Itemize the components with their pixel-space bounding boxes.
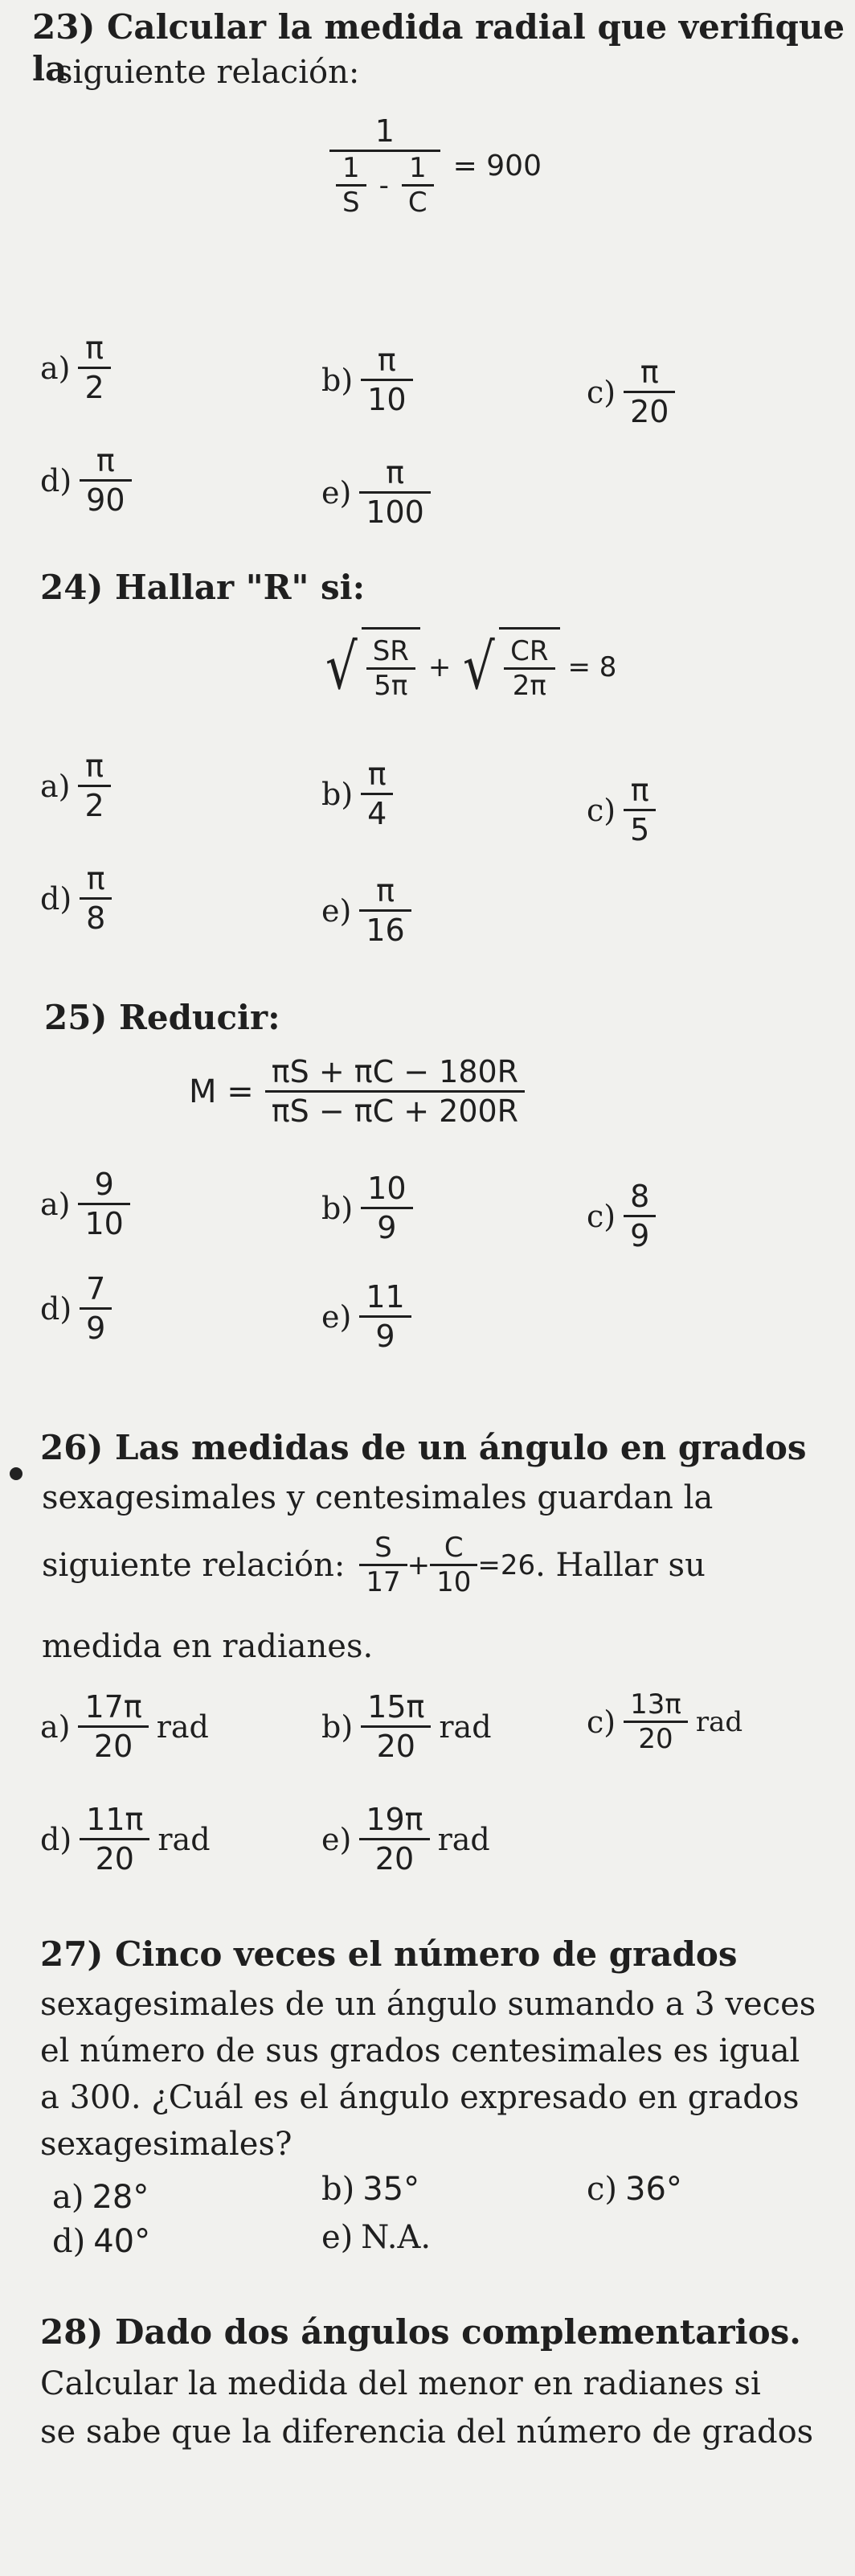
- q28-title: 28) Dado dos ángulos complementarios.: [40, 2312, 801, 2352]
- q26-option-c[interactable]: c) $\frac{13\pi}{20}$ rad: [587, 1688, 743, 1755]
- q25-equation: M = $\frac{\pi S + \pi C - 180R}{\pi S - \pi C + 200R}$: [189, 1053, 525, 1130]
- q24-option-d[interactable]: d) $\frac{\pi}{8}$: [40, 860, 112, 937]
- q23-title: 23) Calcular la medida radial que verifique la: [32, 7, 845, 88]
- q26-option-e[interactable]: e) $\frac{19\pi}{20}$ rad: [321, 1802, 490, 1877]
- q27-title: 27) Cinco veces el número de grados: [40, 1934, 738, 1974]
- q23-option-a[interactable]: a) $\frac{\pi}{2}$: [40, 330, 111, 406]
- q24-option-b[interactable]: b) $\frac{\pi}{4}$: [321, 756, 393, 832]
- q24-title: 24) Hallar "R" si:: [40, 568, 366, 607]
- q23-option-c[interactable]: c) $\frac{\pi}{20}$: [587, 354, 675, 430]
- q27-option-b[interactable]: b) 35°: [321, 2171, 420, 2208]
- q24-equation: √ $\frac{SR}{5\pi}$ + √ $\frac{CR}{2\pi}$ = 8: [321, 627, 616, 708]
- bullet-dot-icon: [10, 1467, 22, 1480]
- q26-line3: siguiente relación: $\frac{S}{17}$ + $\frac{C}{10}$ =26 . Hallar su: [42, 1532, 706, 1598]
- q25-option-a[interactable]: a) $\frac{9}{10}$: [40, 1166, 130, 1242]
- q24-option-c[interactable]: c) $\frac{\pi}{5}$: [587, 772, 656, 848]
- q27-line3: a 300. ¿Cuál es el ángulo expresado en grados: [40, 2079, 800, 2116]
- q26-option-b[interactable]: b) $\frac{15\pi}{20}$ rad: [321, 1689, 492, 1764]
- q26-option-a[interactable]: a) $\frac{17\pi}{20}$ rad: [40, 1689, 209, 1764]
- q25-option-e[interactable]: e) $\frac{11}{9}$: [321, 1278, 411, 1355]
- q26-line2: sexagesimales y centesimales guardan la: [42, 1479, 714, 1516]
- q26-option-d[interactable]: d) $\frac{11\pi}{20}$ rad: [40, 1802, 211, 1877]
- q27-option-a[interactable]: a) 28°: [52, 2179, 149, 2216]
- q27-line1: sexagesimales de un ángulo sumando a 3 veces: [40, 1986, 816, 2023]
- q27-line4: sexagesimales?: [40, 2126, 292, 2163]
- q23-option-b[interactable]: b) $\frac{\pi}{10}$: [321, 342, 413, 418]
- q25-title: 25) Reducir:: [44, 998, 280, 1037]
- q23-line2: siguiente relación:: [56, 54, 360, 91]
- q23-equation: 1 $\frac{1}{S}$ - $\frac{1}{C}$ = 900: [329, 113, 542, 219]
- q28-line2: se sabe que la diferencia del número de grados: [40, 2414, 814, 2451]
- q25-option-d[interactable]: d) $\frac{7}{9}$: [40, 1270, 112, 1347]
- q27-option-d[interactable]: d) 40°: [52, 2223, 151, 2260]
- q27-option-c[interactable]: c) 36°: [587, 2171, 682, 2208]
- q25-option-b[interactable]: b) $\frac{10}{9}$: [321, 1170, 413, 1246]
- q28-line1: Calcular la medida del menor en radianes si: [40, 2365, 761, 2402]
- q25-option-c[interactable]: c) $\frac{8}{9}$: [587, 1178, 656, 1254]
- q26-title: 26) Las medidas de un ángulo en grados: [40, 1428, 807, 1467]
- q27-option-e[interactable]: e) N.A.: [321, 2219, 432, 2256]
- q27-line2: el número de sus grados centesimales es igual: [40, 2032, 800, 2069]
- q24-option-e[interactable]: e) $\frac{\pi}{16}$: [321, 872, 411, 949]
- q23-option-d[interactable]: d) $\frac{\pi}{90}$: [40, 442, 132, 519]
- q26-line4: medida en radianes.: [42, 1628, 374, 1665]
- q23-option-e[interactable]: e) $\frac{\pi}{100}$: [321, 454, 431, 531]
- q24-option-a[interactable]: a) $\frac{\pi}{2}$: [40, 748, 111, 824]
